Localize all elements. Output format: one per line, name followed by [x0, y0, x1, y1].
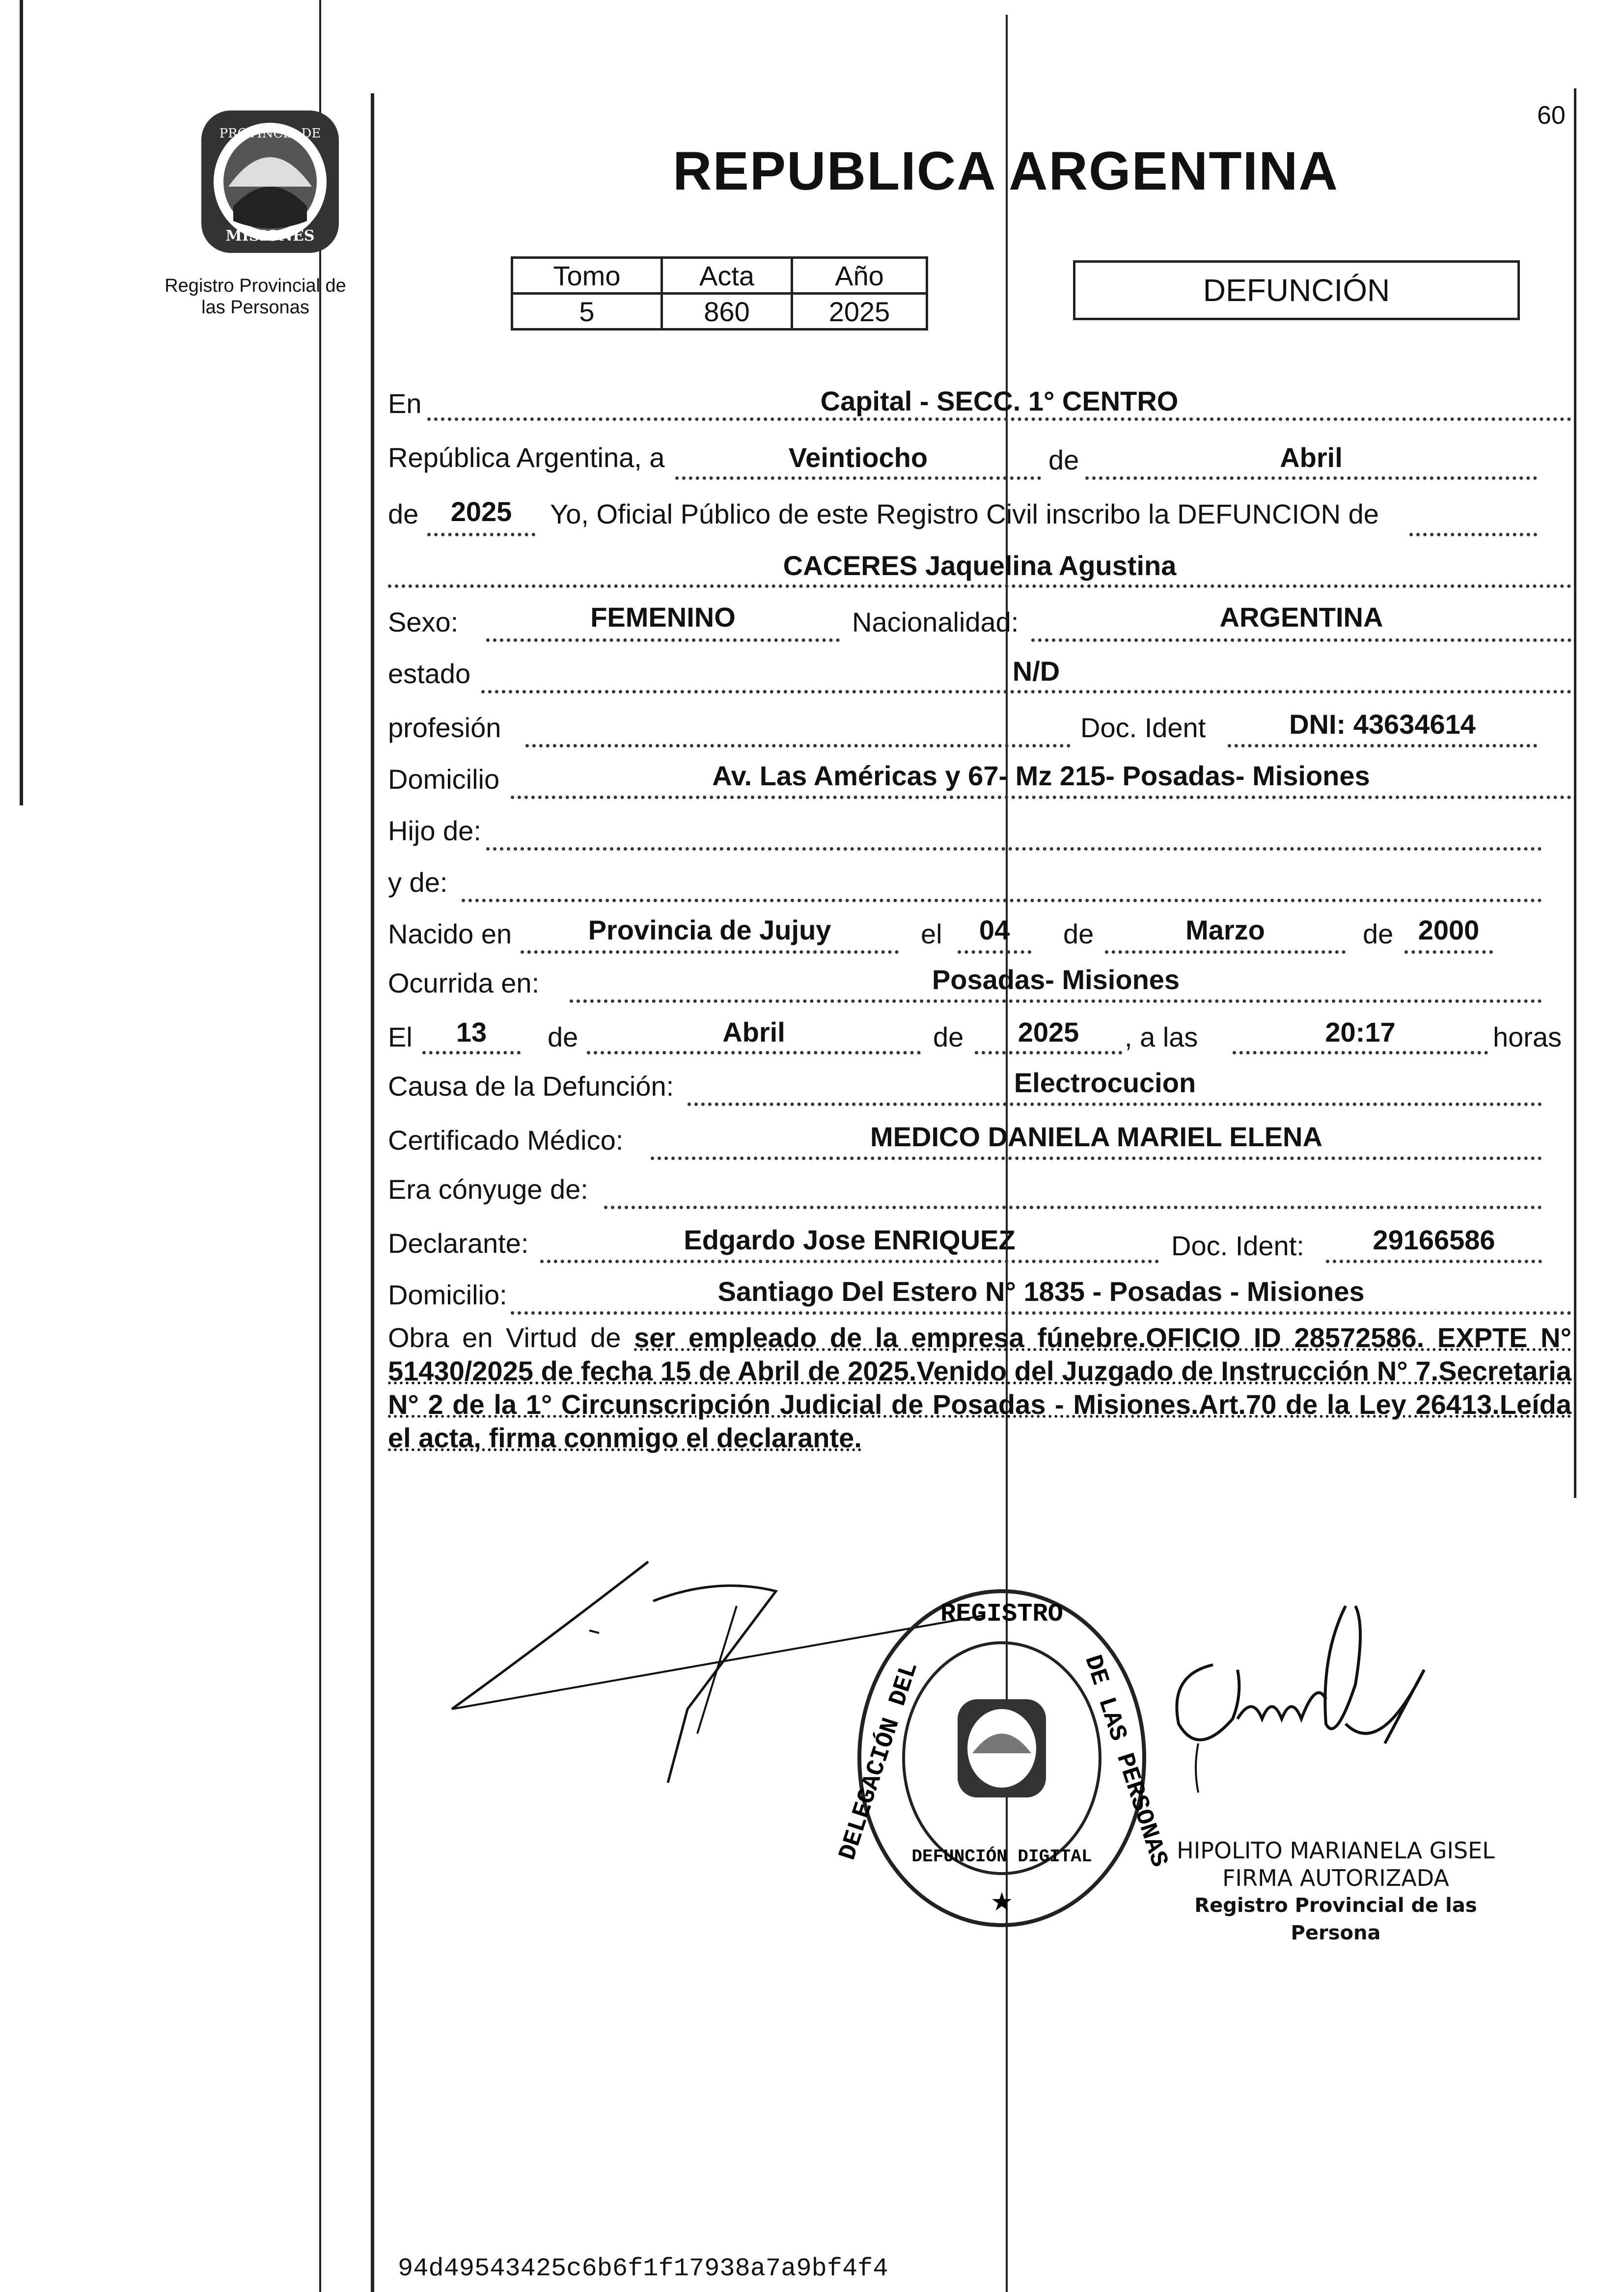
doc-label: Doc. Ident	[1080, 712, 1206, 743]
underline	[587, 1051, 921, 1054]
stamp-outer-right: DE LAS PERSONAS	[1078, 1652, 1173, 1871]
underline	[1105, 950, 1346, 954]
margin-line	[371, 93, 374, 2292]
de-label: de	[388, 498, 419, 529]
nac-anio: 2000	[1418, 914, 1480, 945]
de-label: de	[1048, 444, 1079, 475]
ocurrida-label: Ocurrida en:	[388, 967, 540, 998]
registry-label-line2: las Personas	[201, 297, 309, 318]
underline	[1031, 638, 1571, 642]
deceased-name: CACERES Jaquelina Agustina	[783, 550, 1177, 581]
page-title: REPUBLICA ARGENTINA	[673, 141, 1339, 201]
nacionalidad-value: ARGENTINA	[1219, 602, 1383, 633]
underline	[462, 899, 1542, 902]
underline	[604, 1206, 1542, 1209]
de-label: de	[1363, 918, 1394, 949]
record-type-box: DEFUNCIÓN	[1073, 260, 1520, 320]
sexo-label: Sexo:	[388, 607, 459, 637]
acta-header: Acta	[662, 258, 792, 294]
conyuge-label: Era cónyuge de:	[388, 1174, 588, 1205]
estado-label: estado	[388, 658, 471, 689]
underline	[486, 847, 1542, 851]
obra-paragraph	[388, 1321, 1571, 1455]
underline	[1233, 1051, 1488, 1054]
doc-ident2-value: 29166586	[1373, 1224, 1495, 1255]
causa-label: Causa de la Defunción:	[388, 1071, 674, 1102]
underline	[486, 638, 840, 642]
de-label: de	[1063, 918, 1094, 949]
underline	[525, 744, 1071, 747]
authorized-signature	[1159, 1596, 1503, 1842]
margin-line	[319, 0, 321, 2292]
fall-hora: 20:17	[1325, 1017, 1396, 1048]
el-label: el	[921, 918, 942, 949]
causa-value: Electrocucion	[1014, 1067, 1196, 1098]
underline	[427, 417, 1571, 421]
signatory-block	[1149, 1837, 1522, 1947]
underline	[1404, 950, 1493, 954]
doc-value: DNI: 43634614	[1289, 709, 1476, 740]
horas-label: horas	[1493, 1022, 1562, 1052]
underline	[540, 1260, 1159, 1263]
mes-value: Abril	[1280, 442, 1343, 473]
underline	[1409, 533, 1537, 536]
anio-value: 2025	[792, 294, 927, 330]
de-label: de	[548, 1022, 578, 1052]
obra-label: Obra en Virtud de	[388, 1322, 621, 1353]
domicilio-label: Domicilio	[388, 764, 500, 795]
declarante-label: Declarante:	[388, 1228, 529, 1259]
profesion-label: profesión	[388, 712, 501, 743]
y-de-label: y de:	[388, 867, 448, 898]
doc-ident2-label: Doc. Ident:	[1171, 1230, 1304, 1261]
official-stamp	[834, 1586, 1173, 1930]
registry-label	[162, 275, 349, 318]
signatory-org: Registro Provincial de las Persona	[1194, 1894, 1477, 1944]
underline	[975, 1051, 1122, 1054]
underline	[1085, 476, 1537, 480]
underline	[958, 950, 1031, 954]
hijo-label: Hijo de:	[388, 815, 481, 846]
tomo-value: 5	[512, 294, 662, 330]
underline	[651, 1157, 1542, 1160]
fall-mes: Abril	[722, 1017, 785, 1048]
registry-label-line1: Registro Provincial de	[165, 276, 346, 296]
underline	[511, 1311, 1571, 1315]
oficial-text: Yo, Oficial Público de este Registro Civil inscribo la DEFUNCION de	[550, 498, 1379, 529]
estado-value: N/D	[1012, 656, 1060, 687]
signatory-name: HIPOLITO MARIANELA GISEL	[1177, 1837, 1495, 1864]
underline	[688, 1103, 1542, 1106]
seal-bottom-text: MISIONES	[225, 227, 315, 245]
seal-top-text: PROVINCIA DE	[219, 126, 321, 141]
obra-value: ser empleado de la empresa fúnebre.OFICIO ID 28572586. EXPTE N° 51430/2025 de fecha 15 de Abril de 2025.Venido del Juzgado de Instrucción N° 7.Secretaria N° 2 de la 1° Circunscripción Judicial de Posadas - Misiones.Art.70 de la Ley 26413.Leída el acta, firma conmigo el declarante.	[388, 1322, 1571, 1453]
underline	[511, 796, 1571, 799]
nacido-value: Provincia de Jujuy	[588, 914, 831, 945]
certificado-value: MEDICO DANIELA MARIEL ELENA	[870, 1121, 1322, 1152]
underline	[422, 1051, 521, 1054]
tomo-header: Tomo	[512, 258, 662, 294]
underline	[388, 584, 1571, 588]
dia-value: Veintiocho	[788, 442, 928, 473]
stamp-inner-bottom: DEFUNCIÓN DIGITAL	[911, 1847, 1092, 1867]
signatory-role: FIRMA AUTORIZADA	[1222, 1865, 1449, 1891]
anio-header: Año	[792, 258, 927, 294]
ocurrida-value: Posadas- Misiones	[932, 964, 1180, 995]
anio-inscripcion-value: 2025	[450, 496, 512, 527]
underline	[481, 690, 1571, 693]
nacido-label: Nacido en	[388, 918, 512, 949]
underline	[1228, 744, 1537, 747]
underline	[570, 999, 1542, 1003]
underline	[675, 476, 1041, 480]
form-right-border	[1574, 88, 1576, 1498]
nac-mes: Marzo	[1185, 914, 1265, 945]
fall-anio: 2025	[1018, 1017, 1079, 1048]
republica-label: República Argentina, a	[388, 442, 665, 473]
acta-value: 860	[662, 294, 792, 330]
document-hash: 94d49543425c6b6f1f17938a7a9bf4f4	[398, 2254, 888, 2283]
domicilio2-value: Santiago Del Estero N° 1835 - Posadas - Misiones	[717, 1276, 1365, 1307]
star-icon: ★	[990, 1888, 1014, 1916]
fall-dia: 13	[456, 1017, 487, 1048]
alas-label: , a las	[1125, 1022, 1198, 1052]
underline	[427, 533, 535, 536]
certificado-label: Certificado Médico:	[388, 1125, 624, 1156]
de-label: de	[933, 1022, 964, 1052]
en-value: Capital - SECC. 1° CENTRO	[820, 386, 1179, 416]
underline	[1326, 1260, 1542, 1263]
misiones-seal	[199, 108, 341, 255]
page-number: 60	[1537, 101, 1566, 130]
el-label: El	[388, 1022, 413, 1052]
declarante-value: Edgardo Jose ENRIQUEZ	[684, 1224, 1016, 1255]
en-label: En	[388, 388, 422, 419]
fold-line	[1006, 15, 1008, 2292]
stamp-outer-left: DELEGACIÓN DEL	[834, 1658, 925, 1864]
domicilio2-label: Domicilio:	[388, 1279, 507, 1310]
stamp-outer-top: REGISTRO	[940, 1600, 1063, 1629]
nac-dia: 04	[979, 914, 1010, 945]
domicilio-value: Av. Las Américas y 67- Mz 215- Posadas- Misiones	[712, 760, 1370, 791]
nacionalidad-label: Nacionalidad:	[852, 607, 1019, 637]
record-table	[511, 256, 928, 331]
binding-line	[20, 0, 23, 805]
sexo-value: FEMENINO	[590, 602, 736, 633]
underline	[521, 950, 899, 954]
